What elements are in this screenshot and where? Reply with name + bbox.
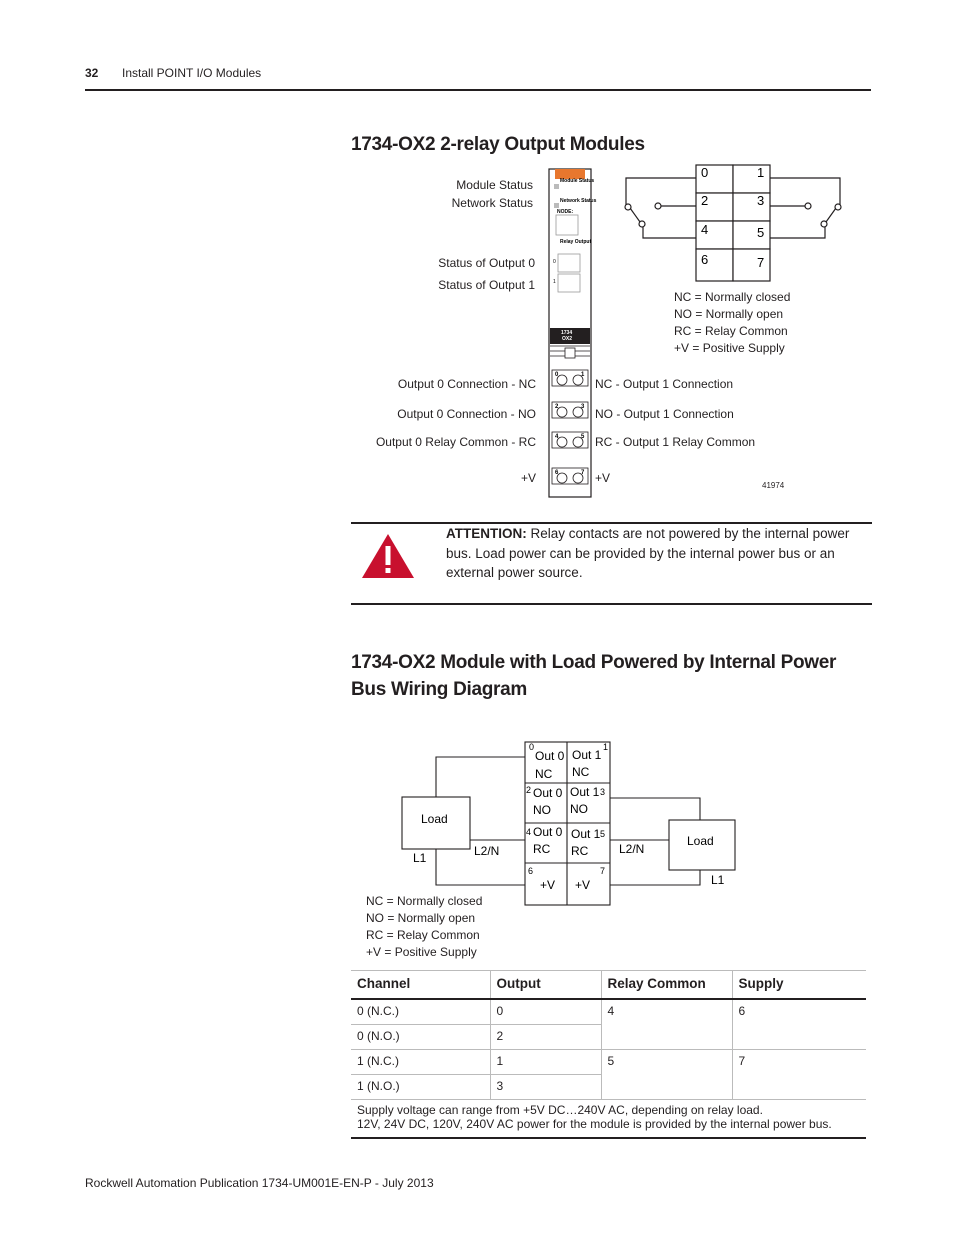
screw-2	[557, 407, 567, 417]
cell-output: 2	[490, 1025, 601, 1050]
module-face-model2: OX2	[562, 336, 573, 342]
wiring-connections	[402, 757, 735, 885]
attention-body: Relay contacts are not powered by the internal power bus. Load power can be provided by the internal power bus or an external power source.	[446, 526, 850, 580]
schem-num-6: 6	[701, 252, 709, 267]
wire-no1-to-load	[610, 798, 700, 820]
wiring-diagram	[395, 740, 755, 908]
wd-c3a: Out 1	[570, 785, 600, 799]
wd-c2a: Out 0	[533, 786, 563, 800]
label-vplus-left: +V	[520, 471, 536, 485]
wd-c1b: NC	[572, 765, 590, 779]
cell-relay-common: 4	[601, 999, 732, 1050]
wd-c3b: NO	[570, 802, 588, 816]
wd-n3: 3	[600, 787, 606, 797]
wd-n4: 4	[526, 827, 532, 837]
cell-channel: 1 (N.C.)	[351, 1050, 490, 1075]
relay-schematic	[618, 160, 858, 285]
legend2-rc: RC = Relay Common	[366, 928, 480, 942]
wd-c5a: Out 1	[571, 827, 601, 841]
legend2-no: NO = Normally open	[366, 911, 476, 925]
term-box-7	[733, 249, 770, 281]
label-output0-rc: Output 0 Relay Common - RC	[375, 435, 536, 449]
module-face-led0: 0	[553, 259, 556, 265]
wd-c0a: Out 0	[535, 749, 565, 763]
wire-load-to-vplus-right	[610, 870, 700, 885]
attention-text	[446, 524, 866, 583]
label-output0-no: Output 0 Connection - NO	[397, 407, 536, 421]
module-face-led1: 1	[553, 279, 556, 285]
label-network-status: Network Status	[451, 196, 533, 210]
term-label-1: 1	[581, 372, 585, 378]
module-face-network: Network Status	[560, 198, 597, 204]
term-label-5: 5	[581, 434, 585, 440]
attention-rule-bottom	[351, 603, 872, 605]
schem-num-2: 2	[701, 193, 709, 208]
output-0-led	[558, 254, 580, 272]
term-box-1	[733, 165, 770, 193]
wd-c6: +V	[540, 878, 556, 892]
label-status-output-1: Status of Output 1	[438, 278, 535, 292]
wd-n1: 1	[603, 742, 609, 752]
label-vplus-right: +V	[595, 471, 611, 485]
network-status-led	[554, 203, 559, 208]
module-face-status: Module Status	[560, 178, 595, 184]
label-output1-no: NO - Output 1 Connection	[595, 407, 734, 421]
latch	[565, 348, 575, 358]
legend2-nc: NC = Normally closed	[366, 894, 483, 908]
wd-n6: 6	[528, 866, 534, 876]
wd-c4b: RC	[533, 842, 551, 856]
cell-channel: 1 (N.O.)	[351, 1075, 490, 1100]
cell-output: 0	[490, 999, 601, 1025]
wd-load-right: Load	[687, 834, 714, 848]
label-module-status: Module Status	[456, 178, 533, 192]
header-divider	[85, 89, 871, 91]
screw-0	[557, 375, 567, 385]
wd-l1-right: L1	[711, 873, 725, 887]
label-output1-nc: NC - Output 1 Connection	[595, 377, 734, 391]
schem-num-7: 7	[757, 255, 765, 270]
col-channel: Channel	[351, 971, 490, 1000]
page-number: 32	[85, 66, 99, 80]
table-note-row	[351, 1100, 866, 1139]
table-note-line1: Supply voltage can range from +5V DC…240V AC, depending on relay load.	[357, 1103, 763, 1117]
cell-channel: 0 (N.C.)	[351, 999, 490, 1025]
label-output1-rc: RC - Output 1 Relay Common	[595, 435, 756, 449]
publication-footer: Rockwell Automation Publication 1734-UM001E-EN-P - July 2013	[85, 1176, 434, 1190]
term-label-3: 3	[581, 404, 585, 410]
wd-load-left: Load	[421, 812, 448, 826]
schem-num-5: 5	[757, 225, 765, 240]
legend1-nc: NC = Normally closed	[674, 290, 791, 304]
col-relay-common: Relay Common	[601, 971, 732, 1000]
wd-c7: +V	[575, 878, 591, 892]
screw-6	[557, 473, 567, 483]
wire-nc0-to-load	[436, 757, 525, 797]
term-label-2: 2	[555, 404, 559, 410]
screw-4	[557, 437, 567, 447]
module-face-node: NODE:	[557, 209, 574, 215]
table-row	[351, 1050, 866, 1075]
node-window	[556, 215, 578, 235]
channel-table	[351, 970, 866, 1139]
term-label-0: 0	[555, 372, 559, 378]
wd-n0: 0	[529, 742, 535, 752]
cell-relay-common: 5	[601, 1050, 732, 1100]
cell-supply: 6	[732, 999, 866, 1050]
table-note	[351, 1100, 866, 1139]
legend1-vplus: +V = Positive Supply	[674, 341, 785, 355]
wd-l2n-right: L2/N	[619, 842, 645, 856]
wd-c2b: NO	[533, 803, 551, 817]
table-header-row	[351, 971, 866, 1000]
table-note-line2: 12V, 24V DC, 120V, 240V AC power for the module is provided by the internal power bus.	[357, 1117, 832, 1131]
schem-num-0: 0	[701, 165, 709, 180]
wd-n2: 2	[526, 785, 532, 795]
ox2-module-illustration	[548, 168, 597, 498]
cell-output: 3	[490, 1075, 601, 1100]
wd-n5: 5	[600, 829, 606, 839]
term-label-4: 4	[555, 434, 559, 440]
output-1-led	[558, 274, 580, 292]
term-label-7: 7	[581, 470, 585, 476]
schem-num-3: 3	[757, 193, 765, 208]
module-face-relay: Relay Output	[560, 239, 592, 245]
table-row	[351, 999, 866, 1025]
wd-n7: 7	[600, 866, 606, 876]
cell-supply: 7	[732, 1050, 866, 1100]
legend2-vplus: +V = Positive Supply	[366, 945, 477, 959]
section-title-wiring: 1734-OX2 Module with Load Powered by Internal Power Bus Wiring Diagram	[351, 652, 837, 700]
col-supply: Supply	[732, 971, 866, 1000]
label-status-output-0: Status of Output 0	[438, 256, 535, 270]
wd-c5b: RC	[571, 844, 589, 858]
legend1-rc: RC = Relay Common	[674, 324, 788, 338]
schem-num-1: 1	[757, 165, 765, 180]
figure-id-41974: 41974	[762, 481, 785, 490]
label-output0-nc: Output 0 Connection - NC	[397, 377, 536, 391]
section-title-ox2: 1734-OX2 2-relay Output Modules	[351, 134, 645, 155]
wd-l2n-left: L2/N	[474, 844, 500, 858]
col-output: Output	[490, 971, 601, 1000]
schem-num-4: 4	[701, 222, 709, 237]
module-face-model1: 1734	[561, 330, 573, 336]
term-label-6: 6	[555, 470, 559, 476]
warning-triangle-icon	[360, 532, 416, 580]
term-box-5	[733, 221, 770, 249]
wd-l1-left: L1	[413, 851, 427, 865]
legend1-no: NO = Normally open	[674, 307, 784, 321]
cell-output: 1	[490, 1050, 601, 1075]
wd-c4a: Out 0	[533, 825, 563, 839]
running-header: Install POINT I/O Modules	[122, 66, 262, 80]
attention-label: ATTENTION:	[446, 526, 527, 541]
cell-channel: 0 (N.O.)	[351, 1025, 490, 1050]
term-box-3	[733, 193, 770, 221]
wd-c0b: NC	[535, 767, 553, 781]
module-status-led	[554, 184, 559, 189]
wd-c1a: Out 1	[572, 748, 602, 762]
